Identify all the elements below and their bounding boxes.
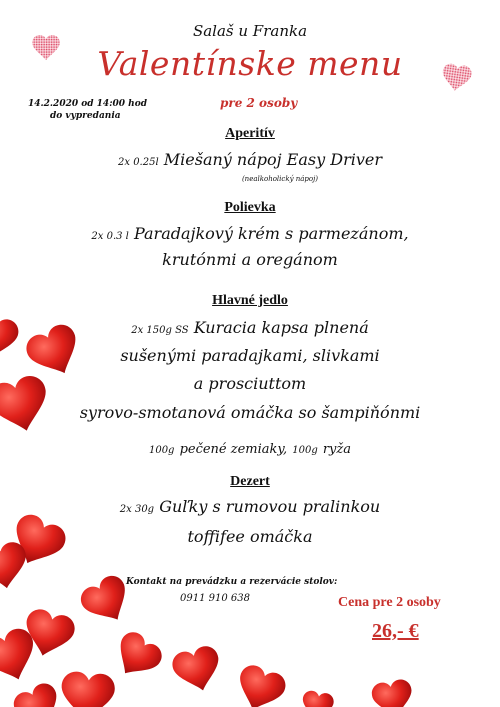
dezert-line-2: toffifee omáčka [187, 527, 313, 546]
price-value: 26,- € [372, 620, 419, 642]
quantity: 2x 150g SS [131, 325, 189, 336]
quantity: 2x 0.3 l [91, 231, 129, 242]
contact-phone: 0911 910 638 [180, 593, 250, 604]
dish-name: Kuracia kapsa plnená [193, 318, 369, 337]
side-dish: ryža [322, 442, 352, 457]
quantity: 100g [148, 445, 175, 456]
menu-title: Valentínske menu [97, 44, 403, 83]
hlavne-line-3: a prosciuttom [193, 374, 307, 393]
quantity: 100g [292, 445, 318, 456]
section-heading-hlavne: Hlavné jedlo [212, 293, 288, 308]
hlavne-line [0, 318, 500, 337]
dish-name: Miešaný nápoj Easy Driver [163, 150, 382, 169]
price-label: Cena pre 2 osoby [338, 595, 441, 610]
dezert-line [0, 497, 500, 516]
hlavne-line-2: sušenými paradajkami, slivkami [120, 346, 380, 365]
quantity: 2x 0.25l [118, 157, 159, 168]
aperitiv-note: (nealkoholický nápoj) [241, 175, 319, 183]
section-heading-polievka: Polievka [224, 200, 276, 215]
menu-subtitle: pre 2 osoby [220, 96, 298, 110]
section-heading-dezert: Dezert [230, 474, 270, 489]
date-line: 14.2.2020 od 14:00 hod [28, 99, 148, 109]
restaurant-name: Salaš u Franka [192, 22, 308, 40]
section-heading-aperitiv: Aperitív [225, 126, 275, 141]
hlavne-line-4: syrovo-smotanová omáčka so šampiňónmi [79, 403, 421, 422]
polievka-line-2: krutónmi a oregánom [162, 250, 338, 269]
dish-name: Guľky s rumovou pralinkou [159, 497, 381, 516]
polievka-line [0, 224, 500, 243]
quantity: 2x 30g [119, 504, 155, 515]
aperitiv-line [0, 150, 500, 169]
dish-name: Paradajkový krém s parmezánom, [133, 224, 409, 243]
contact-label: Kontakt na prevádzku a rezervácie stolov: [126, 577, 338, 587]
side-dish: pečené zemiaky, [179, 442, 288, 457]
date-line-2: do vypredania [50, 111, 121, 121]
hlavne-sides [0, 438, 500, 457]
